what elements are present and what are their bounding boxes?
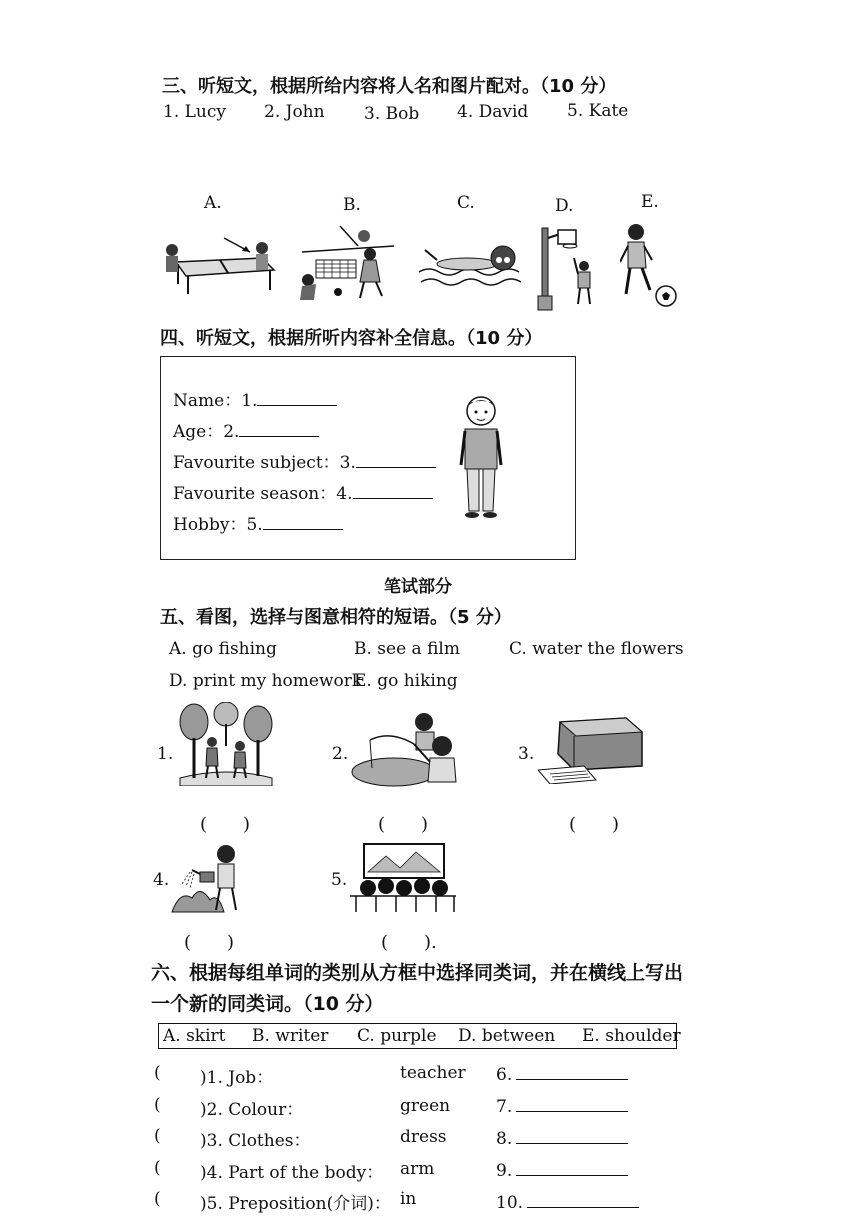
row-open-paren[interactable]: ( — [154, 1126, 161, 1146]
answer-blank[interactable] — [257, 389, 337, 406]
answer-blank[interactable] — [516, 1095, 628, 1112]
row-number: 7. — [496, 1095, 628, 1117]
section6-title-line2: 一个新的同类词。（10 分） — [151, 993, 384, 1015]
answer-blank[interactable] — [263, 513, 343, 530]
row-number: 10. — [496, 1191, 639, 1213]
swimming-icon — [417, 232, 521, 290]
row-category: )4. Part of the body： — [200, 1163, 384, 1183]
phrase-option: A. go fishing — [169, 639, 277, 659]
box-word: B. writer — [252, 1026, 329, 1046]
watering-icon — [170, 842, 248, 916]
answer-blank[interactable] — [527, 1191, 639, 1208]
answer-blank[interactable] — [516, 1159, 628, 1176]
phrase-option: D. print my homework — [169, 671, 363, 691]
box-word: A. skirt — [163, 1026, 226, 1046]
picture-number: 4. — [153, 870, 170, 890]
answer-bracket[interactable]: ( ) — [200, 814, 251, 835]
section3-title: 三、听短文，根据所给内容将人名和图片配对。（10 分） — [162, 76, 617, 97]
name-item: 2. John — [264, 102, 325, 122]
picture-letter: E. — [641, 192, 659, 212]
written-part-title: 笔试部分 — [384, 577, 452, 597]
row-open-paren[interactable]: ( — [154, 1158, 161, 1178]
row-number: 9. — [496, 1159, 628, 1181]
info-field: Age：2. — [173, 417, 319, 442]
box-word: C. purple — [357, 1026, 437, 1046]
printer-icon — [538, 714, 646, 784]
info-field: Favourite season：4. — [173, 479, 433, 504]
picture-letter: C. — [457, 193, 475, 213]
info-field: Favourite subject：3. — [173, 448, 436, 473]
answer-bracket[interactable]: ( ) — [378, 814, 429, 835]
answer-bracket[interactable]: ( ) — [569, 814, 620, 835]
picture-number: 2. — [332, 744, 349, 764]
name-item: 5. Kate — [567, 101, 629, 121]
row-number: 6. — [496, 1063, 628, 1085]
info-box — [160, 356, 576, 560]
answer-blank[interactable] — [516, 1063, 628, 1080]
row-word: teacher — [400, 1063, 466, 1083]
section6-title-line1: 六、根据每组单词的类别从方框中选择同类词，并在横线上写出 — [151, 962, 684, 984]
row-category: )2. Colour： — [200, 1100, 304, 1120]
phrase-option: E. go hiking — [354, 671, 458, 691]
info-field: Name：1. — [173, 386, 337, 411]
badminton-icon — [294, 220, 398, 304]
name-item: 3. Bob — [364, 104, 420, 124]
picture-letter: D. — [555, 196, 574, 216]
row-open-paren[interactable]: ( — [154, 1095, 161, 1115]
row-word: in — [400, 1189, 417, 1209]
ping-pong-icon — [158, 232, 278, 298]
row-number: 8. — [496, 1127, 628, 1149]
section5-title: 五、看图，选择与图意相符的短语。（5 分） — [160, 607, 512, 628]
cinema-icon — [346, 842, 458, 914]
boy-icon — [457, 395, 505, 519]
answer-blank[interactable] — [356, 451, 436, 468]
phrase-option: B. see a film — [354, 639, 460, 659]
football-icon — [620, 222, 682, 312]
row-open-paren[interactable]: ( — [154, 1189, 161, 1209]
box-word: E. shoulder — [582, 1026, 681, 1046]
fishing-icon — [350, 710, 462, 792]
phrase-option: C. water the flowers — [509, 639, 684, 659]
answer-bracket[interactable]: ( ) — [184, 932, 235, 953]
picture-number: 1. — [157, 744, 174, 764]
section4-title: 四、听短文，根据所听内容补全信息。（10 分） — [160, 328, 543, 349]
picture-letter: B. — [343, 195, 361, 215]
row-word: arm — [400, 1159, 435, 1179]
answer-blank[interactable] — [516, 1127, 628, 1144]
row-category: )3. Clothes： — [200, 1131, 311, 1151]
hiking-icon — [176, 702, 276, 786]
box-word: D. between — [458, 1026, 556, 1046]
answer-blank[interactable] — [353, 482, 433, 499]
row-word: dress — [400, 1127, 447, 1147]
basketball-icon — [534, 224, 598, 312]
row-open-paren[interactable]: ( — [154, 1063, 161, 1083]
word-box — [158, 1023, 681, 1049]
answer-bracket[interactable]: ( ). — [381, 932, 437, 953]
name-item: 1. Lucy — [163, 102, 226, 122]
info-field: Hobby：5. — [173, 510, 343, 535]
picture-number: 5. — [331, 870, 348, 890]
picture-number: 3. — [518, 744, 535, 764]
row-word: green — [400, 1096, 451, 1116]
row-category: )5. Preposition(介词)： — [200, 1194, 391, 1214]
answer-blank[interactable] — [239, 420, 319, 437]
name-item: 4. David — [457, 102, 529, 122]
row-category: )1. Job： — [200, 1068, 274, 1088]
picture-letter: A. — [204, 193, 222, 213]
